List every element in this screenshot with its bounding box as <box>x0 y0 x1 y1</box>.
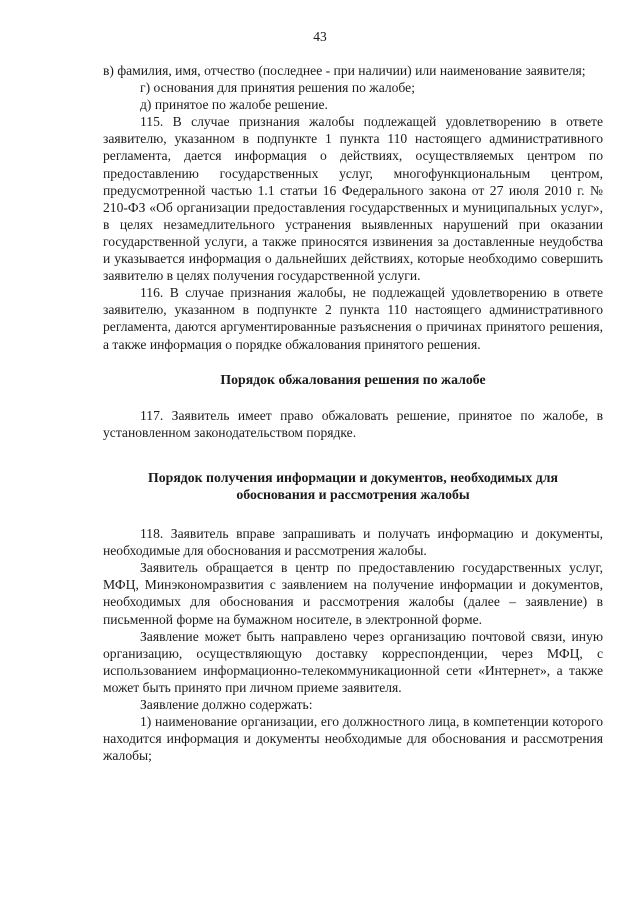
document-body <box>103 62 603 764</box>
paragraph-list-item-1: 1) наименование организации, его должностного лица, в компетенции которого находится информация и документы необходимые для обоснования и рассмотрения жалобы; <box>103 714 603 764</box>
page-number: 43 <box>313 29 327 44</box>
paragraph-item-g: г) основания для принятия решения по жалобе; <box>140 80 415 96</box>
paragraph-117: 117. Заявитель имеет право обжаловать решение, принятое по жалобе, в установленном законодательством порядке. <box>103 407 603 440</box>
paragraph-request-channels: Заявитель обращается в центр по предоставлению государственных услуг, МФЦ, Минэкономразвития с заявлением на получение информации и документов, необходимых для обоснования и рассмотрения жалобы (далее – заявление) в письменной форме на бумажном носителе, в электронной форме. <box>103 560 603 627</box>
section-heading-appeal: Порядок обжалования решения по жалобе <box>220 371 486 387</box>
paragraph-118: 118. Заявитель вправе запрашивать и получать информацию и документы, необходимые для обоснования и рассмотрения жалобы. <box>103 526 603 559</box>
section-heading-documents-line1: Порядок получения информации и документов, необходимых для <box>148 469 558 485</box>
section-heading-documents-line2: обоснования и рассмотрения жалобы <box>236 486 470 502</box>
paragraph-item-d: д) принятое по жалобе решение. <box>140 97 328 113</box>
paragraph-submission-methods: Заявление может быть направлено через организацию почтовой связи, иную организацию, осуществляющую доставку корреспонденции, через МФЦ, с использованием информационно-телекоммуникационной сети «Интернет», а также может быть принято при личном приеме заявителя. <box>103 628 603 695</box>
paragraph-115: 115. В случае признания жалобы подлежащей удовлетворению в ответе заявителю, указанном в подпункте 1 пункта 110 настоящего административного регламента, дается информация о действиях, осуществляемых центром по предоставлению государственных услуг, многофункциональным центром, предусмотренной частью 1.1 статьи 16 Федерального закона от 27 июля 2010 г. № 210-ФЗ «Об организации предоставления государственных и муниципальных услуг», в целях незамедлительного устранения выявленных нарушений при оказании государственной услуги, а также приносятся извинения за доставленные неудобства и указывается информация о дальнейших действиях, которые необходимо совершить заявителю в целях получения государственной услуги. <box>103 114 603 284</box>
paragraph-item-v: в) фамилия, имя, отчество (последнее - при наличии) или наименование заявителя; <box>103 63 586 78</box>
paragraph-must-contain: Заявление должно содержать: <box>140 697 313 712</box>
paragraph-116: 116. В случае признания жалобы, не подлежащей удовлетворению в ответе заявителю, указанном в подпункте 2 пункта 110 настоящего административного регламента, даются аргументированные разъяснения о причинах принятого решения, а также информация о порядке обжалования принятого решения. <box>103 285 603 352</box>
